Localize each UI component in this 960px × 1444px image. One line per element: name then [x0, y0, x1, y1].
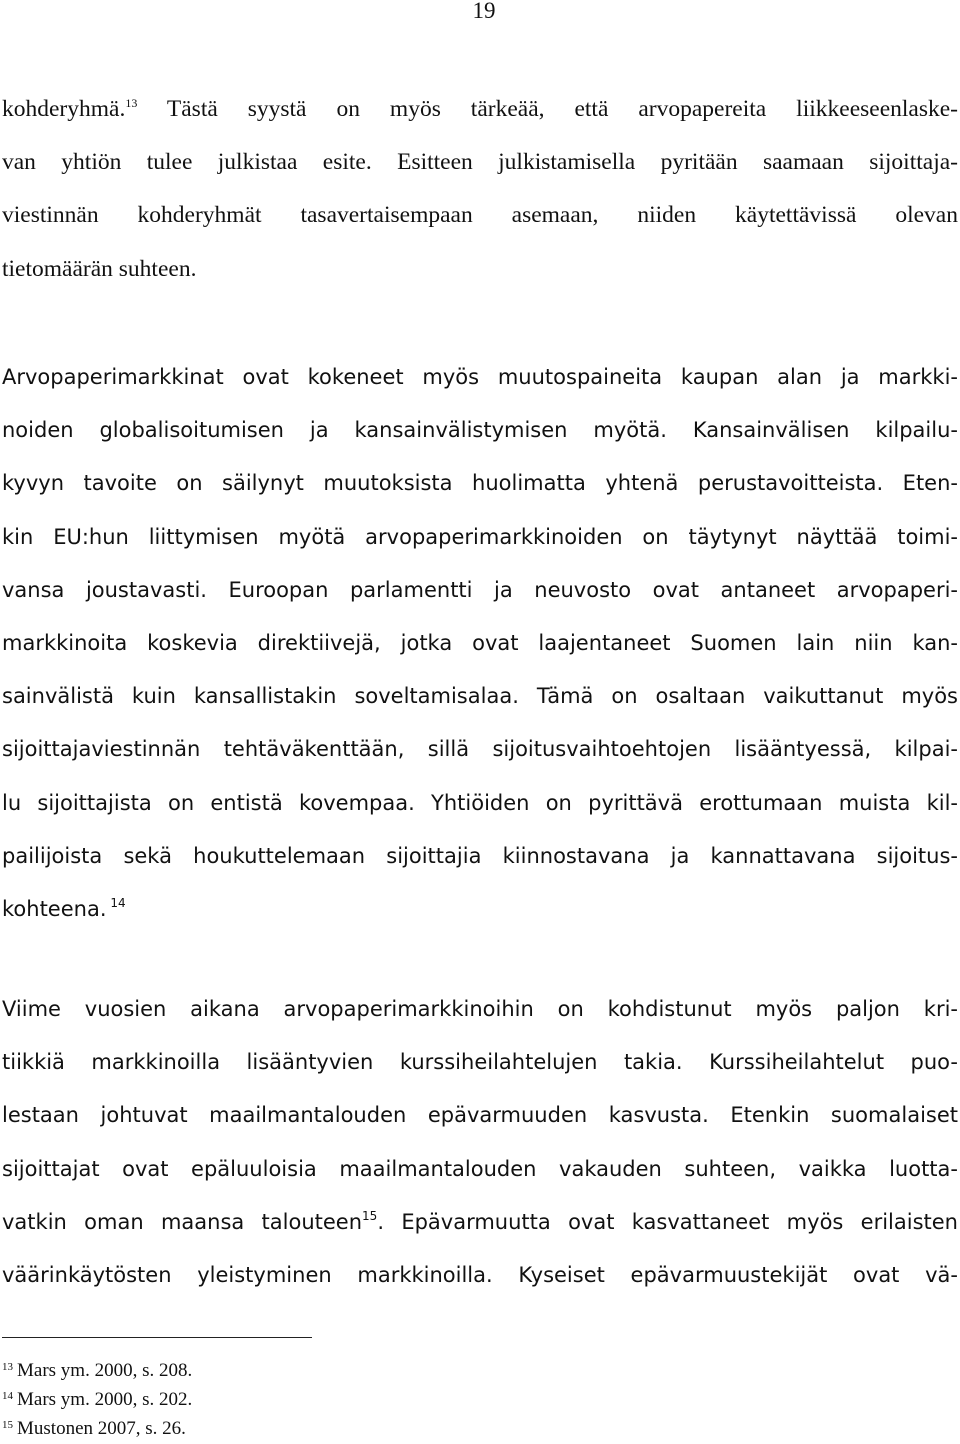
text-line [2, 564, 958, 617]
footnote-item [2, 1356, 602, 1385]
text-line [2, 189, 958, 242]
paragraph-1 [2, 83, 958, 296]
text-segment: vatkin oman maansa talouteen [2, 1209, 363, 1234]
text-segment: noiden globalisoitumisen ja kansainvälistymisen myötä. Kansainvälisen kilpailu- [2, 418, 958, 443]
text-line [2, 1249, 958, 1302]
text-segment: van yhtiön tulee julkistaa esite. Esitteen julkistamisella pyritään saamaan sijoittaja- [2, 149, 958, 176]
text-segment: tiikkiä markkinoilla lisääntyvien kurssiheilahtelujen takia. Kurssiheilahtelut puo- [2, 1050, 958, 1075]
text-segment: kyvyn tavoite on säilynyt muutoksista huolimatta yhtenä perustavoitteista. Eten- [2, 471, 958, 496]
footnotes [2, 1356, 602, 1443]
footnote-text: Mars ym. 2000, s. 208. [17, 1360, 193, 1381]
text-line [2, 617, 958, 670]
text-line [2, 1036, 958, 1089]
paragraph-3 [2, 983, 958, 1302]
text-line [2, 511, 958, 564]
text-line [2, 983, 958, 1036]
footnote-text: Mars ym. 2000, s. 202. [17, 1389, 193, 1410]
text-segment: kohteena. [2, 896, 107, 921]
text-segment: pailijoista sekä houkuttelemaan sijoittajia kiinnostavana ja kannattavana sijoitus- [2, 843, 958, 868]
text-segment: sainvälistä kuin kansallistakin soveltamisalaa. Tämä on osaltaan vaikuttanut myös [2, 684, 958, 709]
text-line [2, 883, 958, 936]
text-line [2, 1196, 958, 1249]
text-line [2, 404, 958, 457]
text-segment: Tästä syystä on myös tärkeää, että arvopapereita liikkeeseenlaske- [137, 96, 958, 122]
text-line [2, 83, 958, 136]
text-segment: markkinoita koskevia direktiivejä, jotka ovat laajentaneet Suomen lain niin kan- [2, 630, 958, 655]
text-segment: väärinkäytösten yleistyminen markkinoilla. Kyseiset epävarmuustekijät ovat vä- [2, 1262, 958, 1287]
footnote-number: 14 [2, 1390, 13, 1402]
footnote-text: Mustonen 2007, s. 26. [17, 1418, 186, 1439]
footnote-number: 13 [2, 1361, 13, 1373]
text-segment: viestinnän kohderyhmät tasavertaisempaan asemaan, niiden käytettävissä olevan [2, 202, 958, 229]
text-line [2, 670, 958, 723]
text-segment: lu sijoittajista on entistä kovempaa. Yhtiöiden on pyrittävä erottumaan muista kil- [2, 790, 958, 815]
text-line [2, 351, 958, 404]
text-segment: kin EU:hun liittymisen myötä arvopaperimarkkinoiden on täytynyt näyttää toimi- [2, 524, 958, 549]
text-segment: vansa joustavasti. Euroopan parlamentti ja neuvosto ovat antaneet arvopaperi- [2, 577, 958, 602]
text-line [2, 136, 958, 189]
text-segment: kohderyhmä. [2, 96, 126, 122]
paragraph-2 [2, 351, 958, 936]
footnote-reference: 13 [125, 96, 138, 110]
text-line [2, 1143, 958, 1196]
text-line [2, 723, 958, 776]
footnote-separator [2, 1337, 312, 1338]
footnote-item [2, 1414, 602, 1443]
text-segment: sijoittajaviestinnän tehtäväkenttään, sillä sijoitusvaihtoehtojen lisääntyessä, kilpai- [2, 737, 958, 762]
text-segment: tietomäärän suhteen. [2, 255, 197, 282]
text-segment: . Epävarmuutta ovat kasvattaneet myös erilaisten [377, 1209, 958, 1234]
text-line [2, 1089, 958, 1142]
text-segment: sijoittajat ovat epäluuloisia maailmantalouden vakauden suhteen, vaikka luotta- [2, 1156, 958, 1181]
page-number: 19 [472, 0, 496, 23]
footnote-item [2, 1385, 602, 1414]
text-segment: lestaan johtuvat maailmantalouden epävarmuuden kasvusta. Etenkin suomalaiset [2, 1103, 958, 1128]
footnote-reference: 15 [362, 1208, 378, 1223]
text-line [2, 243, 958, 296]
footnote-reference: 14 [106, 895, 126, 910]
text-segment: Arvopaperimarkkinat ovat kokeneet myös muutospaineita kaupan alan ja markki- [2, 365, 958, 389]
text-line [2, 830, 958, 883]
footnote-number: 15 [2, 1419, 13, 1431]
text-line [2, 457, 958, 510]
text-segment: Viime vuosien aikana arvopaperimarkkinoihin on kohdistunut myös paljon kri- [2, 997, 958, 1021]
text-line [2, 777, 958, 830]
